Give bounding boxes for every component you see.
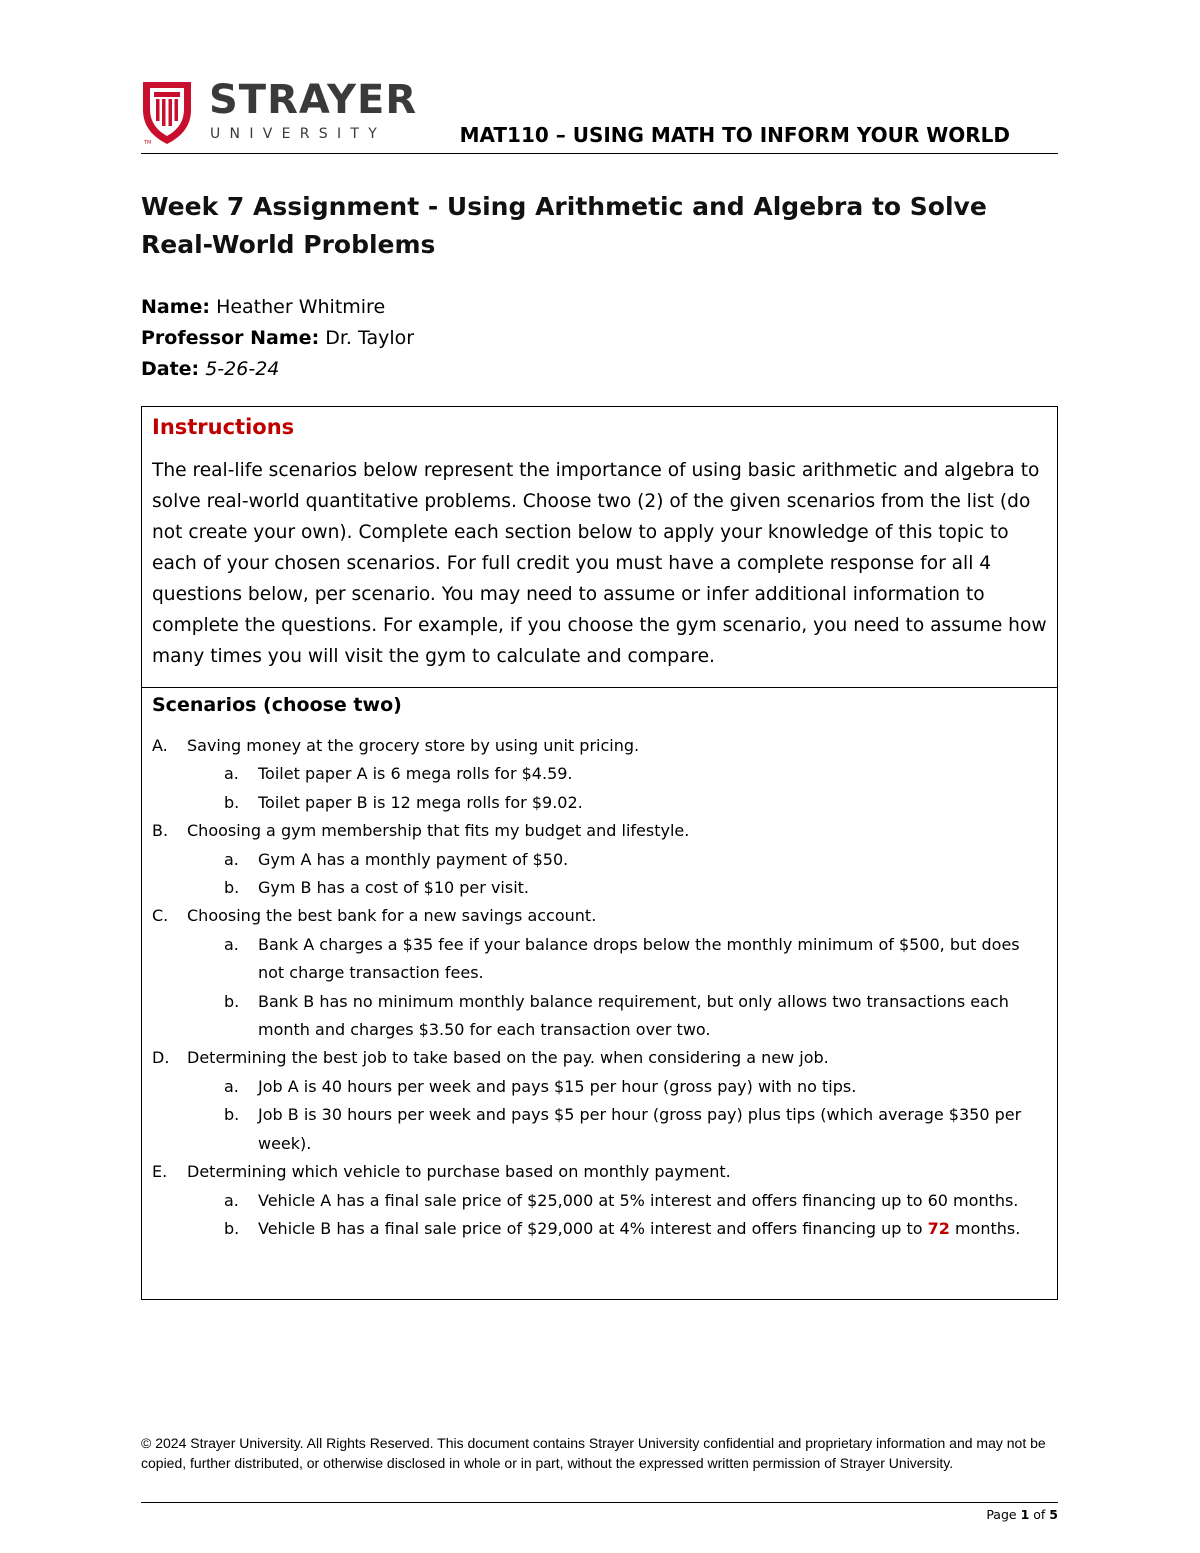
copyright-notice: © 2024 Strayer University. All Rights Reserved. This document contains Strayer University confidential and proprietary information and may not be copied, further distributed, or otherwise disclosed in whole or in part, without the expressed written permission of Strayer University. <box>141 1435 1046 1471</box>
page-label: Page <box>986 1507 1017 1522</box>
scenario-text: Choosing the best bank for a new savings account. <box>187 906 597 926</box>
scenario-option <box>152 988 1047 1045</box>
option-text: Vehicle B has a final sale price of $29,000 at 4% interest and offers financing up to <box>258 1218 928 1238</box>
scenario-marker: E. <box>152 1162 168 1182</box>
page-of: of <box>1033 1507 1046 1522</box>
option-text: Job A is 40 hours per week and pays $15 per hour (gross pay) with no tips. <box>258 1076 857 1096</box>
highlighted-value: 72 <box>927 1218 950 1238</box>
option-marker: b. <box>224 792 240 812</box>
scenario-item <box>152 902 1047 930</box>
scenario-marker: C. <box>152 906 169 926</box>
assignment-title: Week 7 Assignment - Using Arithmetic and Algebra to Solve Real-World Problems <box>141 192 987 259</box>
instructions-box <box>141 406 1058 1300</box>
logo-wordmark: STRAYER <box>209 77 418 123</box>
professor-row <box>141 323 414 354</box>
option-marker: b. <box>224 878 240 898</box>
logo-subtitle: UNIVERSITY <box>210 126 387 142</box>
scenarios-heading: Scenarios (choose two) <box>152 694 402 716</box>
option-text: Bank A charges a $35 fee if your balance drops below the monthly minimum of $500, but does not charge transaction fees. <box>258 934 1020 983</box>
option-text: Toilet paper B is 12 mega rolls for $9.02. <box>258 792 583 812</box>
option-text: Bank B has no minimum monthly balance requirement, but only allows two transactions each month and charges $3.50 for each transaction over two. <box>258 991 1009 1040</box>
option-marker: a. <box>224 1190 239 1210</box>
option-marker: a. <box>224 934 239 954</box>
strayer-logo <box>141 80 193 151</box>
logo-trademark: TM <box>144 140 152 146</box>
option-marker: b. <box>224 991 240 1011</box>
option-text: Toilet paper A is 6 mega rolls for $4.59. <box>258 764 573 784</box>
option-text: Vehicle A has a final sale price of $25,000 at 5% interest and offers financing up to 60 months. <box>258 1190 1019 1210</box>
date-label: Date: <box>141 358 200 380</box>
scenario-marker: D. <box>152 1048 170 1068</box>
option-marker: a. <box>224 849 239 869</box>
page-number <box>858 1506 1058 1524</box>
name-row <box>141 292 414 323</box>
date-value: 5-26-24 <box>205 358 280 380</box>
student-info <box>141 292 414 385</box>
option-marker: a. <box>224 764 239 784</box>
scenario-option <box>152 874 1047 902</box>
scenario-marker: A. <box>152 736 168 755</box>
page-current: 1 <box>1020 1507 1030 1522</box>
scenario-text: Choosing a gym membership that fits my budget and lifestyle. <box>187 821 690 841</box>
instructions-text: The real-life scenarios below represent the importance of using basic arithmetic and algebra to solve real-world quantitative problems. Choose two (2) of the given scenarios from the list (do not create your own). Complete each section below to apply your knowledge of this topic to each of your chosen scenarios. For full credit you must have a complete response for all 4 questions below, per scenario. You may need to assume or infer additional information to complete the questions. For example, if you choose the gym scenario, you need to assume how many times you will visit the gym to calculate and compare. <box>152 460 1047 667</box>
scenario-option <box>152 1101 1047 1158</box>
course-title: MAT110 – USING MATH TO INFORM YOUR WORLD <box>459 123 1010 147</box>
scenario-option <box>152 1187 1047 1215</box>
scenarios-list <box>152 732 1047 1243</box>
header-rule <box>141 153 1058 154</box>
scenario-text: Saving money at the grocery store by using unit pricing. <box>187 736 640 755</box>
scenario-option <box>152 846 1047 874</box>
name-label: Name: <box>141 296 211 318</box>
name-value: Heather Whitmire <box>216 296 386 318</box>
date-row <box>141 354 414 385</box>
scenario-item <box>152 817 1047 845</box>
instructions-heading: Instructions <box>152 415 295 439</box>
option-text-end: months. <box>949 1218 1021 1238</box>
option-marker: b. <box>224 1105 240 1125</box>
professor-label: Professor Name: <box>141 327 320 349</box>
scenario-item <box>152 732 1047 760</box>
scenario-text: Determining the best job to take based on the pay. when considering a new job. <box>187 1048 829 1068</box>
page-total: 5 <box>1049 1507 1058 1522</box>
option-text: Gym A has a monthly payment of $50. <box>258 849 569 869</box>
box-divider <box>142 687 1057 688</box>
scenario-option <box>152 789 1047 817</box>
scenario-item <box>152 1044 1047 1072</box>
scenario-option <box>152 931 1047 988</box>
scenario-option <box>152 760 1047 788</box>
option-marker: a. <box>224 1076 239 1096</box>
option-text: Job B is 30 hours per week and pays $5 per hour (gross pay) plus tips (which average $350 per week). <box>258 1105 1022 1153</box>
scenario-text: Determining which vehicle to purchase based on monthly payment. <box>187 1162 731 1182</box>
scenario-option <box>152 1215 1047 1243</box>
option-text: Gym B has a cost of $10 per visit. <box>258 878 529 898</box>
scenario-option <box>152 1073 1047 1101</box>
professor-value: Dr. Taylor <box>325 327 415 349</box>
option-marker: b. <box>224 1218 240 1238</box>
scenario-item <box>152 1158 1047 1186</box>
scenario-marker: B. <box>152 821 169 841</box>
footer-rule <box>141 1502 1058 1503</box>
shield-logo-icon <box>141 80 193 146</box>
